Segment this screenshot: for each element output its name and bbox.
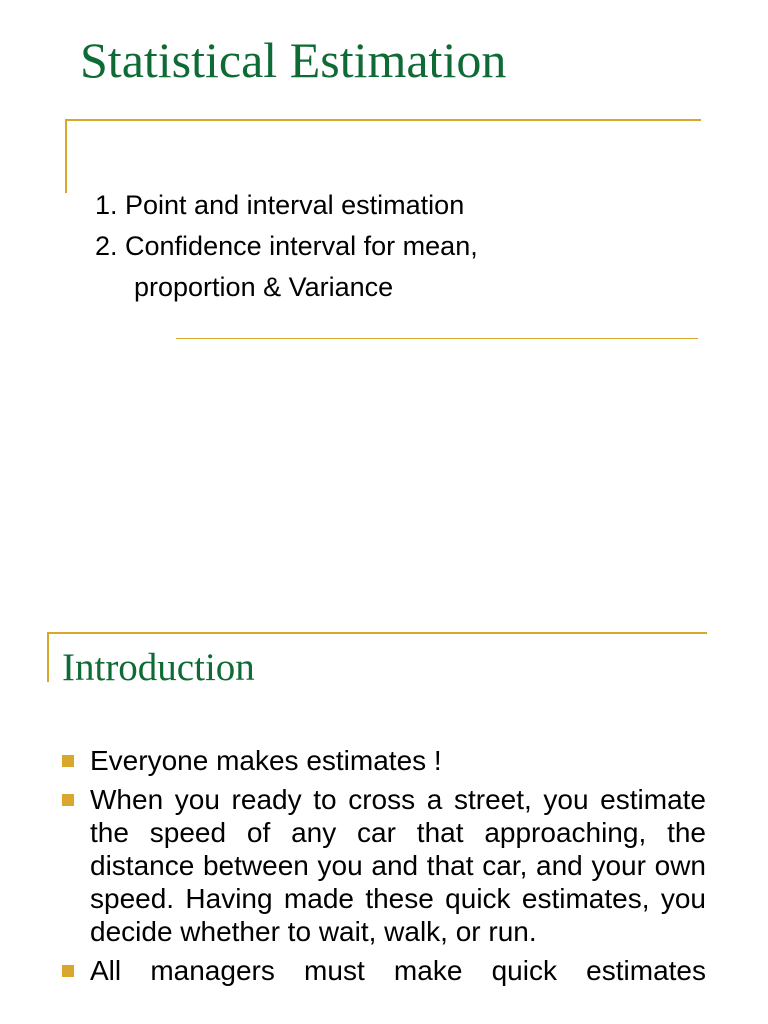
square-bullet-icon (62, 965, 74, 977)
bullet-text: All managers must make quick estimates (90, 955, 706, 986)
outline-item: 1. Point and interval estimation (95, 190, 465, 220)
bullet-list (62, 744, 706, 993)
slide-introduction (0, 600, 768, 1024)
bullet-text: When you ready to cross a street, you estimate the speed of any car that approaching, the distance between you and that car, and your own speed. Having made these quick estimates, you decide whether to wait, walk, or run. (90, 784, 706, 947)
slide-title: Introduction (62, 646, 255, 689)
bullet-text: Everyone makes estimates ! (90, 745, 442, 776)
outline-list (95, 185, 478, 308)
bottom-rule (176, 338, 698, 339)
outline-item: 2. Confidence interval for mean, (95, 231, 478, 261)
top-rule (47, 632, 707, 634)
outline-item-continuation: proportion & Variance (134, 272, 394, 302)
square-bullet-icon (62, 794, 74, 806)
bullet-item (62, 783, 706, 948)
bullet-item (62, 744, 706, 777)
left-rule (65, 119, 67, 193)
left-rule (47, 632, 49, 682)
slide-title: Statistical Estimation (80, 32, 507, 88)
bullet-item (62, 954, 706, 987)
top-rule (65, 119, 701, 121)
square-bullet-icon (62, 755, 74, 767)
